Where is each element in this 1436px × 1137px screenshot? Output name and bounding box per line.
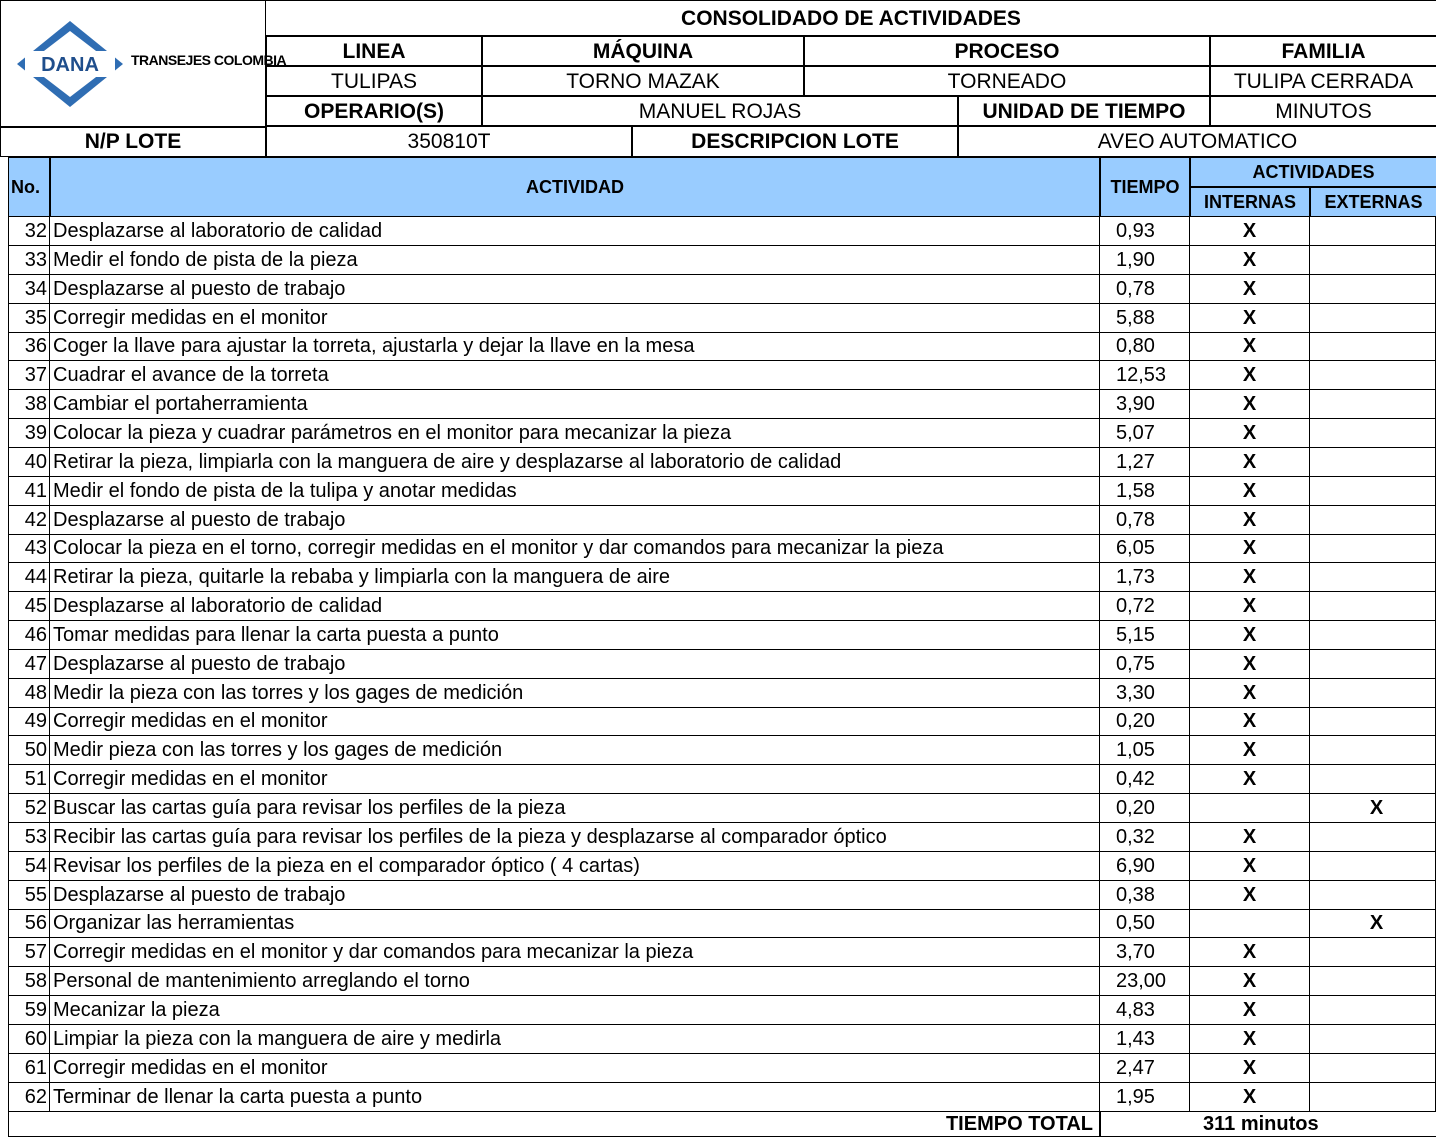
col-header-actividades: ACTIVIDADES — [1190, 157, 1436, 187]
row-actividad: Retirar la pieza, limpiarla con la manguera de aire y desplazarse al laboratorio de calidad — [50, 448, 1100, 477]
table-row — [0, 765, 1436, 794]
row-tiempo: 0,78 — [1100, 275, 1190, 304]
row-interna-mark: X — [1190, 332, 1310, 361]
label-familia: FAMILIA — [1210, 36, 1436, 66]
table-row — [0, 448, 1436, 477]
row-externa-mark — [1310, 679, 1436, 708]
table-row — [0, 332, 1436, 361]
table-row — [0, 304, 1436, 333]
row-tiempo: 0,72 — [1100, 592, 1190, 621]
row-externa-mark — [1310, 967, 1436, 996]
row-interna-mark: X — [1190, 650, 1310, 679]
row-tiempo: 0,80 — [1100, 332, 1190, 361]
row-tiempo: 4,83 — [1100, 996, 1190, 1025]
table-row — [0, 477, 1436, 506]
row-interna-mark — [1190, 909, 1310, 938]
row-number: 45 — [8, 592, 50, 621]
row-externa-mark — [1310, 650, 1436, 679]
row-externa-mark — [1310, 506, 1436, 535]
company-logo — [15, 19, 287, 109]
row-tiempo: 1,27 — [1100, 448, 1190, 477]
logo-box — [0, 0, 287, 128]
row-interna-mark: X — [1190, 563, 1310, 592]
row-interna-mark: X — [1190, 736, 1310, 765]
row-externa-mark — [1310, 736, 1436, 765]
table-row — [0, 650, 1436, 679]
row-tiempo: 0,78 — [1100, 506, 1190, 535]
table-row — [0, 679, 1436, 708]
row-interna-mark: X — [1190, 246, 1310, 275]
row-actividad: Corregir medidas en el monitor y dar comandos para mecanizar la pieza — [50, 938, 1100, 967]
row-number: 40 — [8, 448, 50, 477]
row-tiempo: 0,38 — [1100, 881, 1190, 910]
table-row — [0, 852, 1436, 881]
row-tiempo: 12,53 — [1100, 361, 1190, 390]
row-interna-mark: X — [1190, 448, 1310, 477]
label-proceso: PROCESO — [804, 36, 1210, 66]
row-externa-mark — [1310, 881, 1436, 910]
logo-company-name: TRANSEJES COLOMBIA — [131, 52, 287, 68]
row-interna-mark: X — [1190, 275, 1310, 304]
row-tiempo: 23,00 — [1100, 967, 1190, 996]
row-actividad: Desplazarse al puesto de trabajo — [50, 650, 1100, 679]
row-externa-mark — [1310, 592, 1436, 621]
row-tiempo: 0,42 — [1100, 765, 1190, 794]
table-row — [0, 390, 1436, 419]
label-np-lote: N/P LOTE — [0, 126, 266, 157]
row-tiempo: 5,88 — [1100, 304, 1190, 333]
row-number: 47 — [8, 650, 50, 679]
row-tiempo: 5,07 — [1100, 419, 1190, 448]
row-number: 49 — [8, 707, 50, 736]
row-number: 44 — [8, 563, 50, 592]
row-tiempo: 0,20 — [1100, 707, 1190, 736]
col-header-no: No. — [8, 157, 50, 217]
row-actividad: Corregir medidas en el monitor — [50, 765, 1100, 794]
row-interna-mark: X — [1190, 534, 1310, 563]
table-row — [0, 419, 1436, 448]
row-externa-mark — [1310, 304, 1436, 333]
row-externa-mark — [1310, 823, 1436, 852]
row-interna-mark: X — [1190, 361, 1310, 390]
row-interna-mark: X — [1190, 938, 1310, 967]
row-actividad: Terminar de llenar la carta puesta a punto — [50, 1083, 1100, 1112]
table-row — [0, 361, 1436, 390]
dana-diamond-icon — [15, 19, 125, 109]
row-externa-mark — [1310, 563, 1436, 592]
row-number: 55 — [8, 881, 50, 910]
row-actividad: Corregir medidas en el monitor — [50, 304, 1100, 333]
row-interna-mark: X — [1190, 881, 1310, 910]
table-row — [0, 736, 1436, 765]
row-actividad: Limpiar la pieza con la manguera de aire y medirla — [50, 1025, 1100, 1054]
table-row — [0, 881, 1436, 910]
row-number: 33 — [8, 246, 50, 275]
row-actividad: Mecanizar la pieza — [50, 996, 1100, 1025]
row-actividad: Coger la llave para ajustar la torreta, ajustarla y dejar la llave en la mesa — [50, 332, 1100, 361]
row-interna-mark: X — [1190, 823, 1310, 852]
row-tiempo: 2,47 — [1100, 1054, 1190, 1083]
row-externa-mark — [1310, 477, 1436, 506]
row-number: 53 — [8, 823, 50, 852]
table-header — [0, 157, 1436, 217]
row-interna-mark: X — [1190, 996, 1310, 1025]
row-number: 61 — [8, 1054, 50, 1083]
table-row — [0, 246, 1436, 275]
row-externa-mark — [1310, 246, 1436, 275]
table-row — [0, 592, 1436, 621]
row-number: 37 — [8, 361, 50, 390]
row-interna-mark: X — [1190, 304, 1310, 333]
row-externa-mark — [1310, 1054, 1436, 1083]
row-actividad: Medir pieza con las torres y los gages de medición — [50, 736, 1100, 765]
row-externa-mark — [1310, 217, 1436, 246]
table-row — [0, 707, 1436, 736]
row-interna-mark: X — [1190, 592, 1310, 621]
col-header-internas: INTERNAS — [1190, 187, 1310, 217]
row-interna-mark: X — [1190, 621, 1310, 650]
row-interna-mark: X — [1190, 390, 1310, 419]
row-number: 51 — [8, 765, 50, 794]
row-tiempo: 0,32 — [1100, 823, 1190, 852]
row-externa-mark — [1310, 765, 1436, 794]
table-row — [0, 621, 1436, 650]
row-interna-mark: X — [1190, 217, 1310, 246]
row-externa-mark — [1310, 419, 1436, 448]
row-number: 42 — [8, 506, 50, 535]
row-actividad: Corregir medidas en el monitor — [50, 707, 1100, 736]
total-value: 311 minutos — [1100, 1111, 1436, 1137]
row-actividad: Medir el fondo de pista de la tulipa y anotar medidas — [50, 477, 1100, 506]
row-externa-mark: X — [1310, 794, 1436, 823]
row-interna-mark: X — [1190, 765, 1310, 794]
row-externa-mark — [1310, 1025, 1436, 1054]
row-number: 57 — [8, 938, 50, 967]
row-number: 50 — [8, 736, 50, 765]
row-number: 46 — [8, 621, 50, 650]
row-externa-mark — [1310, 534, 1436, 563]
row-actividad: Personal de mantenimiento arreglando el torno — [50, 967, 1100, 996]
value-linea: TULIPAS — [266, 66, 482, 96]
row-number: 62 — [8, 1083, 50, 1112]
row-tiempo: 1,73 — [1100, 563, 1190, 592]
row-number: 39 — [8, 419, 50, 448]
row-externa-mark — [1310, 332, 1436, 361]
row-actividad: Colocar la pieza en el torno, corregir medidas en el monitor y dar comandos para mecanizar la pieza — [50, 534, 1100, 563]
row-tiempo: 1,95 — [1100, 1083, 1190, 1112]
table-row — [0, 506, 1436, 535]
row-externa-mark: X — [1310, 909, 1436, 938]
row-tiempo: 3,30 — [1100, 679, 1190, 708]
row-number: 60 — [8, 1025, 50, 1054]
table-footer — [0, 1111, 1436, 1137]
row-number: 56 — [8, 909, 50, 938]
value-unidad-tiempo: MINUTOS — [1210, 96, 1436, 126]
row-actividad: Desplazarse al puesto de trabajo — [50, 881, 1100, 910]
row-number: 41 — [8, 477, 50, 506]
row-externa-mark — [1310, 448, 1436, 477]
col-header-tiempo: TIEMPO — [1100, 157, 1190, 217]
row-number: 58 — [8, 967, 50, 996]
row-number: 43 — [8, 534, 50, 563]
row-interna-mark: X — [1190, 1054, 1310, 1083]
row-actividad: Medir el fondo de pista de la pieza — [50, 246, 1100, 275]
table-row — [0, 938, 1436, 967]
row-interna-mark: X — [1190, 1025, 1310, 1054]
row-externa-mark — [1310, 938, 1436, 967]
label-unidad-tiempo: UNIDAD DE TIEMPO — [958, 96, 1210, 126]
table-row — [0, 217, 1436, 246]
row-actividad: Corregir medidas en el monitor — [50, 1054, 1100, 1083]
sheet-header — [0, 0, 1436, 157]
row-actividad: Tomar medidas para llenar la carta puesta a punto — [50, 621, 1100, 650]
sheet-title: CONSOLIDADO DE ACTIVIDADES — [266, 0, 1436, 36]
row-externa-mark — [1310, 390, 1436, 419]
row-number: 32 — [8, 217, 50, 246]
table-row — [0, 794, 1436, 823]
col-header-externas: EXTERNAS — [1310, 187, 1436, 217]
value-maquina: TORNO MAZAK — [482, 66, 804, 96]
table-row — [0, 1083, 1436, 1112]
table-row — [0, 1054, 1436, 1083]
row-interna-mark: X — [1190, 419, 1310, 448]
label-maquina: MÁQUINA — [482, 36, 804, 66]
logo-brand-text: DANA — [41, 54, 99, 76]
row-interna-mark: X — [1190, 1083, 1310, 1112]
label-linea: LINEA — [266, 36, 482, 66]
table-row — [0, 996, 1436, 1025]
row-actividad: Medir la pieza con las torres y los gages de medición — [50, 679, 1100, 708]
row-number: 48 — [8, 679, 50, 708]
row-interna-mark: X — [1190, 679, 1310, 708]
total-label: TIEMPO TOTAL — [8, 1111, 1100, 1137]
table-row — [0, 909, 1436, 938]
row-number: 52 — [8, 794, 50, 823]
row-externa-mark — [1310, 621, 1436, 650]
row-externa-mark — [1310, 852, 1436, 881]
row-actividad: Cambiar el portaherramienta — [50, 390, 1100, 419]
row-actividad: Cuadrar el avance de la torreta — [50, 361, 1100, 390]
row-externa-mark — [1310, 996, 1436, 1025]
row-tiempo: 1,90 — [1100, 246, 1190, 275]
row-externa-mark — [1310, 707, 1436, 736]
row-number: 54 — [8, 852, 50, 881]
row-actividad: Colocar la pieza y cuadrar parámetros en el monitor para mecanizar la pieza — [50, 419, 1100, 448]
row-interna-mark: X — [1190, 477, 1310, 506]
table-row — [0, 823, 1436, 852]
row-number: 59 — [8, 996, 50, 1025]
row-number: 35 — [8, 304, 50, 333]
row-tiempo: 0,50 — [1100, 909, 1190, 938]
table-row — [0, 563, 1436, 592]
row-tiempo: 0,20 — [1100, 794, 1190, 823]
row-tiempo: 3,90 — [1100, 390, 1190, 419]
value-np-lote: 350810T — [266, 126, 632, 157]
value-familia: TULIPA CERRADA — [1210, 66, 1436, 96]
row-actividad: Desplazarse al puesto de trabajo — [50, 506, 1100, 535]
row-externa-mark — [1310, 1083, 1436, 1112]
table-row — [0, 534, 1436, 563]
row-number: 34 — [8, 275, 50, 304]
label-descripcion-lote: DESCRIPCION LOTE — [632, 126, 958, 157]
row-tiempo: 1,58 — [1100, 477, 1190, 506]
table-row — [0, 275, 1436, 304]
row-externa-mark — [1310, 361, 1436, 390]
row-interna-mark: X — [1190, 707, 1310, 736]
row-tiempo: 0,93 — [1100, 217, 1190, 246]
row-actividad: Desplazarse al puesto de trabajo — [50, 275, 1100, 304]
value-descripcion-lote: AVEO AUTOMATICO — [958, 126, 1436, 157]
label-operario: OPERARIO(S) — [266, 96, 482, 126]
row-interna-mark — [1190, 794, 1310, 823]
row-actividad: Organizar las herramientas — [50, 909, 1100, 938]
row-interna-mark: X — [1190, 506, 1310, 535]
value-proceso: TORNEADO — [804, 66, 1210, 96]
row-interna-mark: X — [1190, 852, 1310, 881]
table-row — [0, 1025, 1436, 1054]
row-tiempo: 6,90 — [1100, 852, 1190, 881]
row-actividad: Buscar las cartas guía para revisar los perfiles de la pieza — [50, 794, 1100, 823]
row-actividad: Revisar los perfiles de la pieza en el comparador óptico ( 4 cartas) — [50, 852, 1100, 881]
row-tiempo: 6,05 — [1100, 534, 1190, 563]
row-actividad: Retirar la pieza, quitarle la rebaba y limpiarla con la manguera de aire — [50, 563, 1100, 592]
row-actividad: Desplazarse al laboratorio de calidad — [50, 592, 1100, 621]
row-tiempo: 0,75 — [1100, 650, 1190, 679]
row-actividad: Desplazarse al laboratorio de calidad — [50, 217, 1100, 246]
row-actividad: Recibir las cartas guía para revisar los perfiles de la pieza y desplazarse al comparador óptico — [50, 823, 1100, 852]
col-header-actividad: ACTIVIDAD — [50, 157, 1100, 217]
row-number: 38 — [8, 390, 50, 419]
row-tiempo: 5,15 — [1100, 621, 1190, 650]
row-interna-mark: X — [1190, 967, 1310, 996]
row-tiempo: 1,05 — [1100, 736, 1190, 765]
value-operario: MANUEL ROJAS — [482, 96, 958, 126]
row-externa-mark — [1310, 275, 1436, 304]
row-tiempo: 1,43 — [1100, 1025, 1190, 1054]
row-number: 36 — [8, 332, 50, 361]
row-tiempo: 3,70 — [1100, 938, 1190, 967]
table-row — [0, 967, 1436, 996]
